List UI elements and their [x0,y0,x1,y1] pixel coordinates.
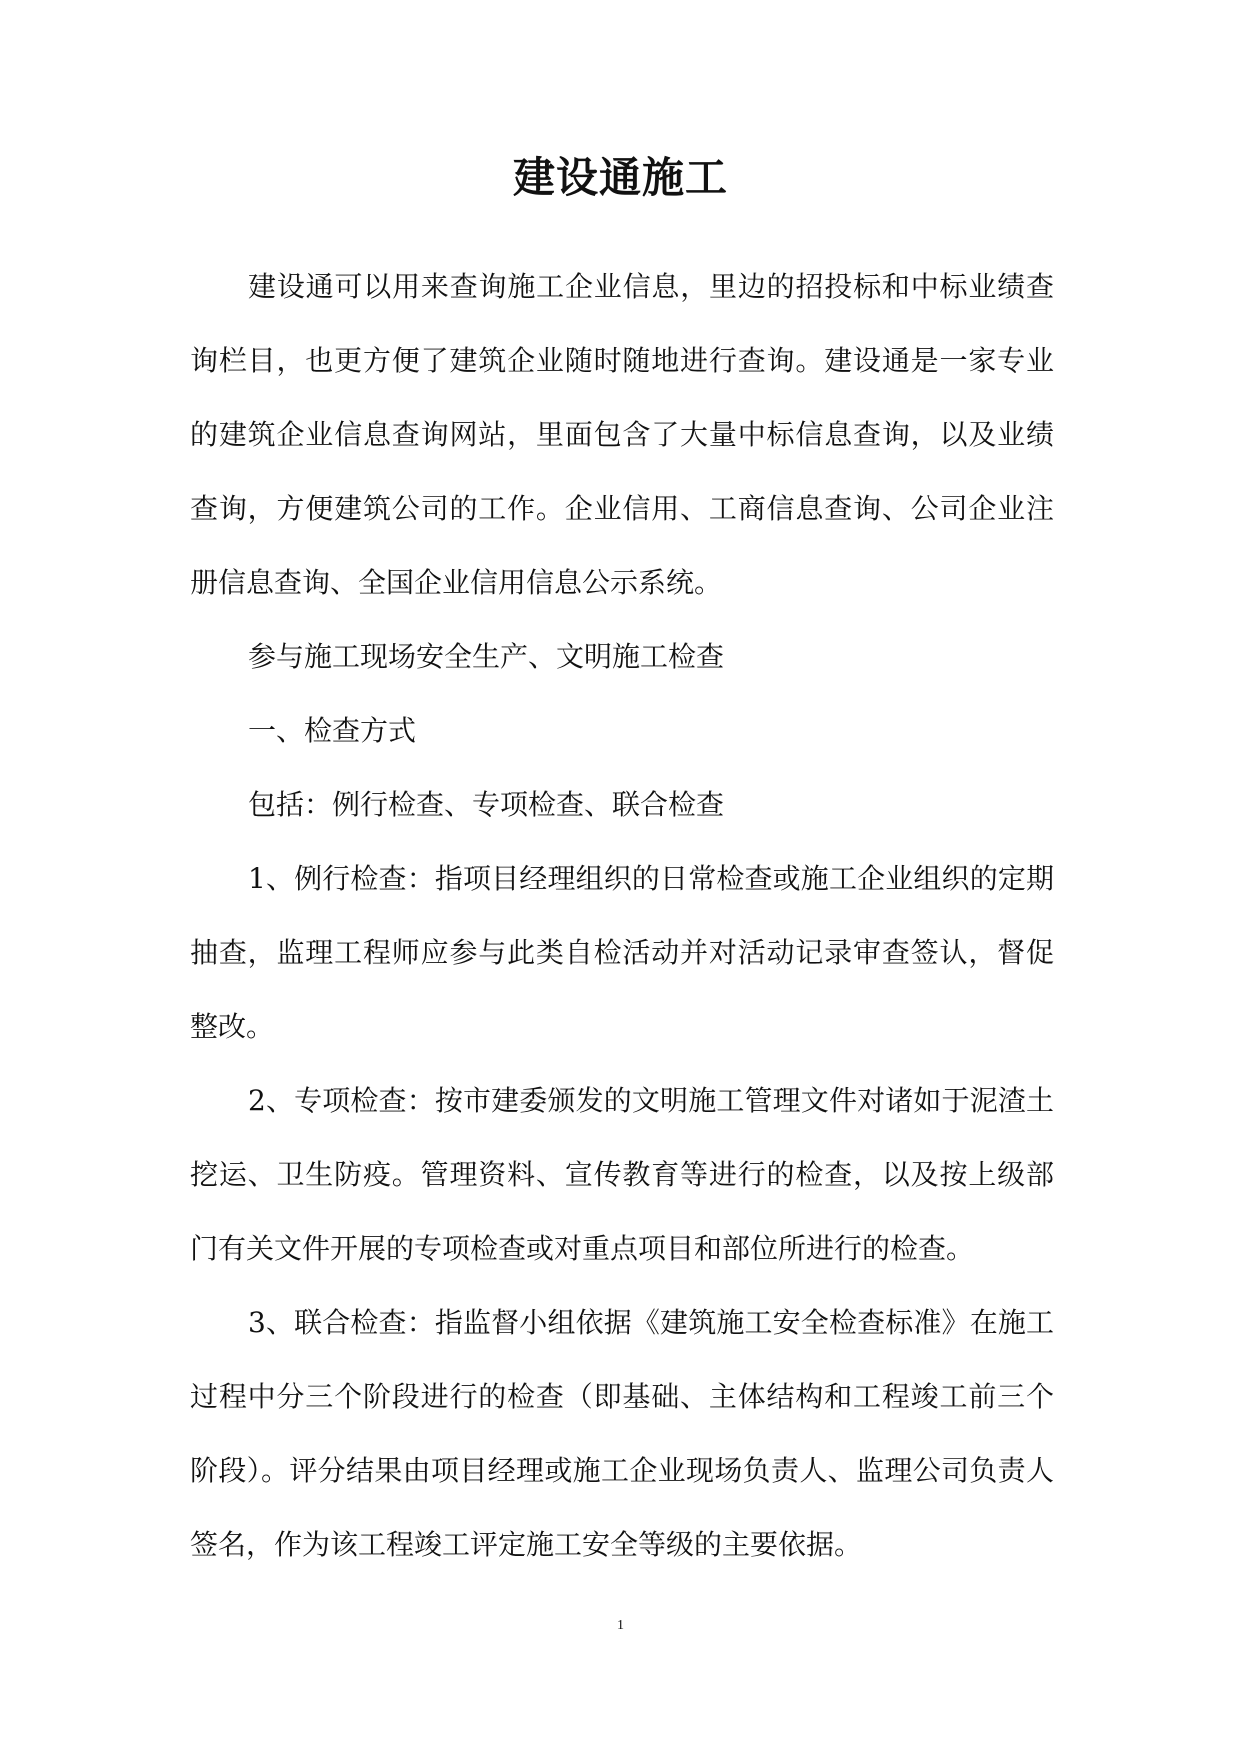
document-body [190,250,1054,1582]
paragraph-joint-check: 3、联合检查：指监督小组依据《建筑施工安全检查标准》在施工过程中分三个阶段进行的检查（即基础、主体结构和工程竣工前三个阶段）。评分结果由项目经理或施工企业现场负责人、监理公司负责人签名，作为该工程竣工评定施工安全等级的主要依据。 [190,1306,1054,1561]
page-number: 1 [617,1618,624,1633]
paragraph-intro: 建设通可以用来查询施工企业信息，里边的招投标和中标业绩查询栏目，也更方便了建筑企业随时随地进行查询。建设通是一家专业的建筑企业信息查询网站，里面包含了大量中标信息查询，以及业绩查询，方便建筑公司的工作。企业信用、工商信息查询、公司企业注册信息查询、全国企业信用信息公示系统。 [190,270,1054,599]
paragraph-section-heading: 一、检查方式 [248,714,417,747]
paragraph-check-types: 包括：例行检查、专项检查、联合检查 [248,788,725,821]
document-title: 建设通施工 [512,153,728,202]
paragraph-special-check: 2、专项检查：按市建委颁发的文明施工管理文件对诸如于泥渣土挖运、卫生防疫。管理资料、宣传教育等进行的检查，以及按上级部门有关文件开展的专项检查或对重点项目和部位所进行的检查。 [190,1084,1054,1265]
paragraph-heading-safety-check: 参与施工现场安全生产、文明施工检查 [248,640,725,673]
paragraph-routine-check: 1、例行检查：指项目经理组织的日常检查或施工企业组织的定期抽查，监理工程师应参与此类自检活动并对活动记录审查签认，督促整改。 [190,862,1054,1043]
